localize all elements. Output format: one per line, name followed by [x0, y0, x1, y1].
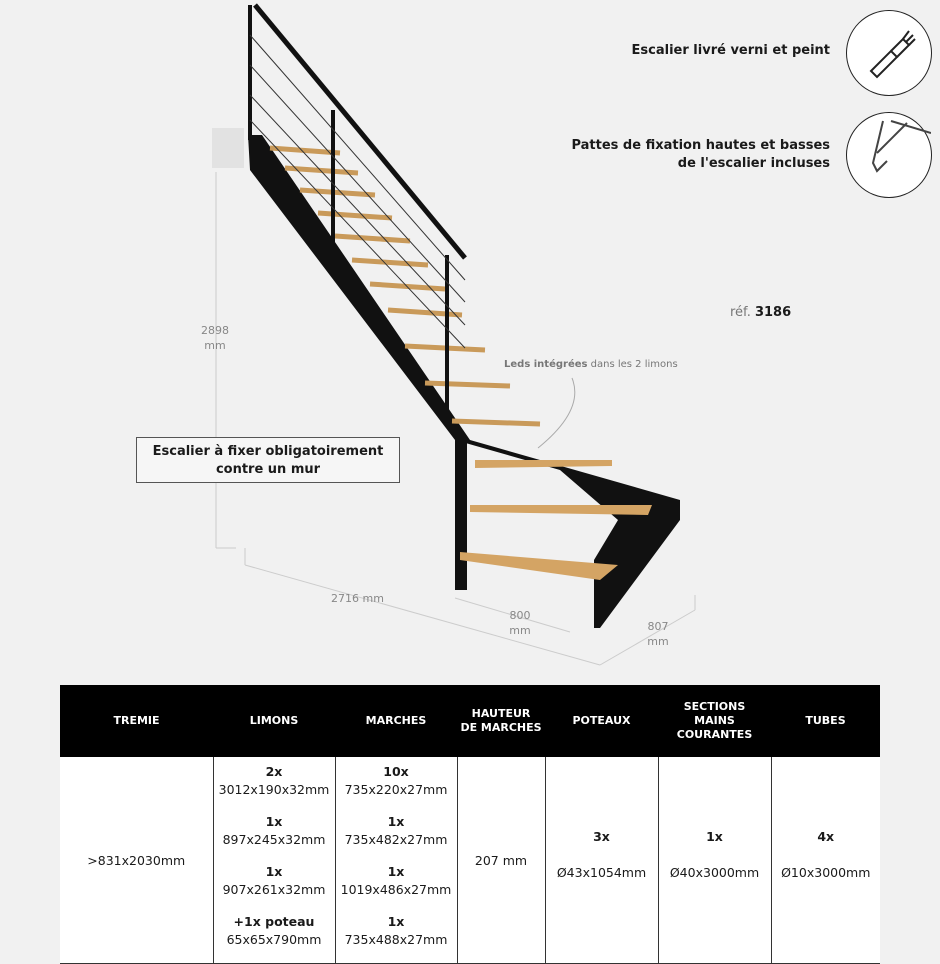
note-line: contre un mur	[215, 462, 321, 477]
cell-hauteur: 207 mm	[457, 757, 545, 964]
leds-bold: Leds intégrées	[504, 359, 588, 370]
dim-length: 2716 mm	[331, 592, 384, 605]
cell-limons: 2x 3012x190x32mm 1x 897x245x32mm 1x 907x261x32mm +1x poteau 65x65x790mm	[213, 757, 335, 964]
dim-unit: mm	[204, 339, 226, 352]
header-poteaux: POTEAUX	[545, 685, 658, 757]
header-tubes: TUBES	[771, 685, 880, 757]
feature-text: Pattes de fixation hautes et basses	[571, 138, 830, 153]
dim-value: 2898	[201, 324, 229, 337]
header-mains-courantes: SECTIONS MAINS COURANTES	[658, 685, 771, 757]
feature-brackets	[571, 137, 830, 173]
feature-varnished	[632, 42, 830, 60]
wall-mount-note	[136, 437, 400, 483]
leds-annotation	[504, 359, 678, 370]
dim-unit: mm	[647, 635, 669, 648]
header-hauteur: HAUTEUR DE MARCHES	[457, 685, 545, 757]
dim-value: 807	[647, 620, 669, 633]
feature-text: de l'escalier incluses	[677, 156, 830, 171]
header-limons: LIMONS	[213, 685, 335, 757]
reference	[730, 305, 791, 320]
cell-tremie: >831x2030mm	[60, 757, 213, 964]
dim-unit: mm	[509, 624, 531, 637]
leds-rest: dans les 2 limons	[587, 359, 678, 370]
dim-depth	[638, 619, 678, 649]
dim-height	[195, 323, 235, 353]
header-tremie: TREMIE	[60, 685, 213, 757]
cell-mains-courantes: 1x Ø40x3000mm	[658, 757, 771, 964]
paintbrush-icon	[846, 10, 932, 96]
feature-text: Escalier livré verni et peint	[631, 43, 830, 58]
fixing-bracket-icon	[846, 112, 932, 198]
table-row	[60, 757, 880, 964]
cell-marches: 10x 735x220x27mm 1x 735x482x27mm 1x 1019x486x27mm 1x 735x488x27mm	[335, 757, 457, 964]
cell-poteaux: 3x Ø43x1054mm	[545, 757, 658, 964]
header-marches: MARCHES	[335, 685, 457, 757]
dim-value: 800	[509, 609, 531, 622]
reference-label: réf.	[730, 305, 751, 320]
dim-width	[500, 608, 540, 638]
components-table	[60, 685, 880, 964]
cell-tubes: 4x Ø10x3000mm	[771, 757, 880, 964]
reference-value: 3186	[754, 305, 792, 320]
note-line: Escalier à fixer obligatoirement	[152, 444, 384, 459]
table-header	[60, 685, 880, 757]
